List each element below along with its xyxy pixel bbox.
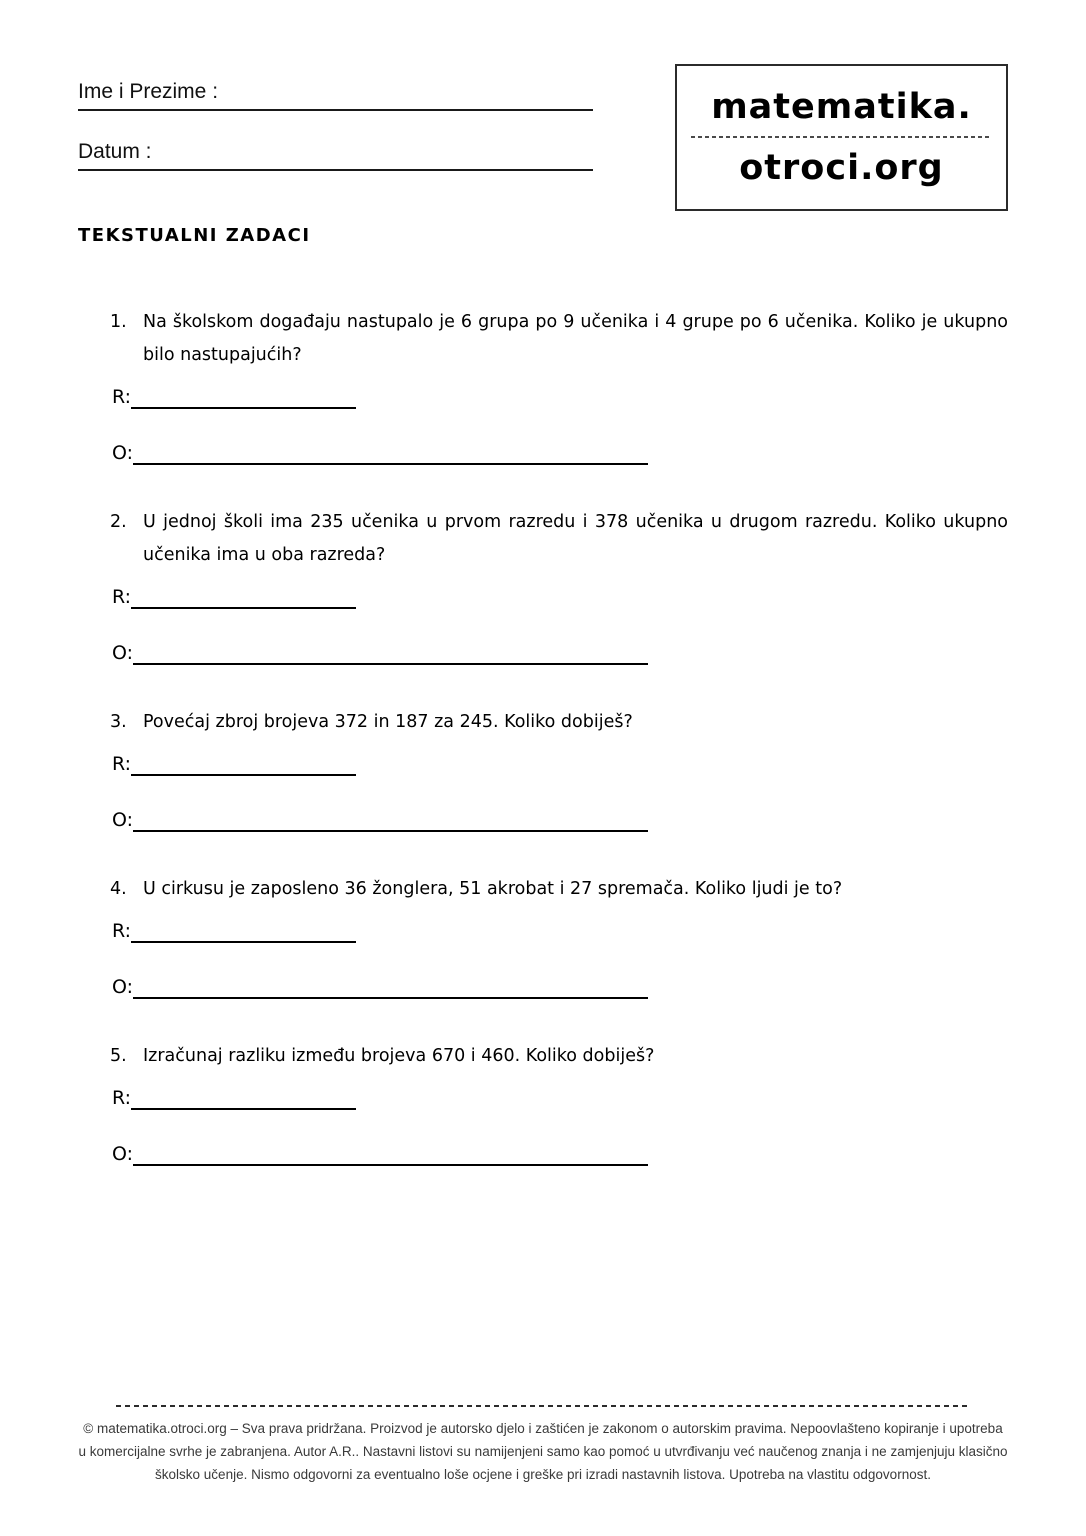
name-label: Ime i Prezime : <box>78 80 219 103</box>
page-title: TEKSTUALNI ZADACI <box>78 225 311 246</box>
result-label: R: <box>112 386 132 408</box>
logo-box <box>675 64 1008 211</box>
answer-blank-line <box>133 461 648 465</box>
result-row <box>112 918 1008 944</box>
problem <box>110 306 1008 466</box>
answer-blank-line <box>133 1162 648 1166</box>
answer-label: O: <box>112 976 134 998</box>
answer-label: O: <box>112 809 134 831</box>
footer-text: © matematika.otroci.org – Sva prava pridržana. Proizvod je autorsko djelo i zaštićen je zakonom o autorskim pravima. Nepoovlašteno kopiranje i upotreba u komercijalne svrhe je zabranjena. Autor A.R.. Nastavni listovi su namijenjeni samo kao pomoć u utvrđivanju već naučenog znanja i ne zamjenjuju klasično školsko učenje. Nismo odgovorni za eventualno loše ocjene i greške pri izradi nastavnih listova. Upotreba na vlastitu odgovornost. <box>78 1421 1008 1482</box>
answer-label: O: <box>112 642 134 664</box>
problem-text <box>110 873 1008 906</box>
answer-label: O: <box>112 1143 134 1165</box>
problem-number: 3. <box>110 712 127 732</box>
problem <box>110 873 1008 1000</box>
header <box>0 0 1086 211</box>
answer-row <box>112 974 1008 1000</box>
problem-text <box>110 1040 1008 1073</box>
result-blank-line <box>131 1106 356 1110</box>
problem-number: 4. <box>110 879 127 899</box>
result-blank-line <box>131 405 356 409</box>
result-blank-line <box>131 772 356 776</box>
header-fields <box>78 80 593 200</box>
problem-body: U cirkusu je zaposleno 36 žonglera, 51 akrobat i 27 spremača. Koliko ljudi je to? <box>143 879 843 899</box>
problem-text <box>110 706 1008 739</box>
result-row <box>112 584 1008 610</box>
problem-text <box>110 506 1008 572</box>
result-row <box>112 751 1008 777</box>
problem-body: Izračunaj razliku između brojeva 670 i 460. Koliko dobiješ? <box>143 1046 655 1066</box>
problem-body: U jednoj školi ima 235 učenika u prvom razredu i 378 učenika u drugom razredu. Koliko ukupno učenika ima u oba razreda? <box>143 512 1008 565</box>
result-blank-line <box>131 939 356 943</box>
date-field <box>78 140 593 171</box>
result-label: R: <box>112 920 132 942</box>
result-blank-line <box>131 605 356 609</box>
problem-body: Na školskom događaju nastupalo je 6 grupa po 9 učenika i 4 grupe po 6 učenika. Koliko je ukupno bilo nastupajućih? <box>143 312 1008 365</box>
answer-blank-line <box>133 995 648 999</box>
problem-number: 1. <box>110 312 127 332</box>
answer-label: O: <box>112 442 134 464</box>
result-label: R: <box>112 753 132 775</box>
footer <box>78 1405 1008 1486</box>
logo-top-text: matematika. <box>711 87 972 127</box>
answer-row <box>112 640 1008 666</box>
problem <box>110 706 1008 833</box>
footer-divider <box>116 1405 970 1407</box>
problem-body: Povećaj zbroj brojeva 372 in 187 za 245. Koliko dobiješ? <box>143 712 633 732</box>
answer-blank-line <box>133 828 648 832</box>
answer-row <box>112 807 1008 833</box>
result-label: R: <box>112 1087 132 1109</box>
logo-bottom-text: otroci.org <box>739 148 944 188</box>
problem <box>110 1040 1008 1167</box>
answer-row <box>112 1141 1008 1167</box>
answer-blank-line <box>133 661 648 665</box>
result-row <box>112 1085 1008 1111</box>
problem-number: 2. <box>110 512 127 532</box>
date-label: Datum : <box>78 140 152 163</box>
result-label: R: <box>112 586 132 608</box>
problem-text <box>110 306 1008 372</box>
problem-number: 5. <box>110 1046 127 1066</box>
result-row <box>112 384 1008 410</box>
logo-divider <box>691 136 992 138</box>
problem <box>110 506 1008 666</box>
answer-row <box>112 440 1008 466</box>
problems-list <box>110 306 1008 1167</box>
name-field <box>78 80 593 111</box>
